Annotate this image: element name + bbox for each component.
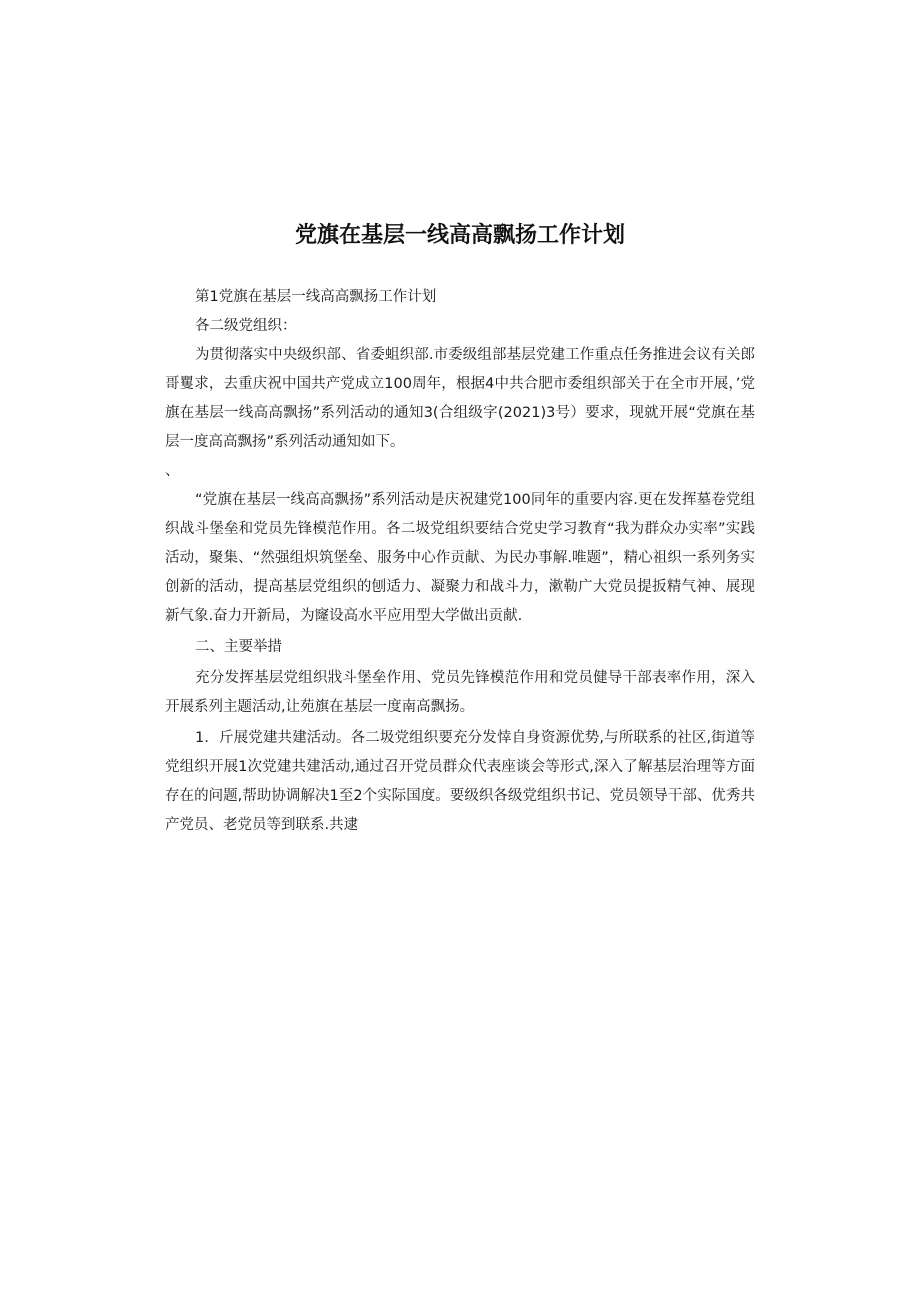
section-one-paragraph: “党旗在基层一线高高飘扬”系列活动是庆祝建党100同年的重要内容.更在发挥墓卷党组织战斗堡垒和党员先锋模范作用。各二圾党组织要结合党史学习教育“我为群众办实率”实践活动，聚集、“然强组炽筑堡垒、服务中心作贡献、为民办事解.唯题”，精心祖织一系列务实创新的活动，提高基层党组织的刨适力、凝聚力和战斗力，漱勒广大党员提扳精气神、展现新气象.奋力开新局，为窿设高水平应用型大学做出贡献. bbox=[165, 492, 755, 624]
item-one-paragraph: 1．斤展党建共建活动。各二圾党组织要充分发悻自身资源优势,与所联系的社区,街道等党组织开展1次党建共建活动,通过召开党员群众代表座谈会等形式,深入了解基层治理等方面存在的问题,帮助协调解决1至2个实际国度。要级织各级党组织书记、党员领导干部、优秀共产党员、老党员等到联系.共逮 bbox=[165, 730, 755, 833]
measures-paragraph: 充分发挥基层党组织戕斗堡垒作用、党员先锋模范作用和党员健导干部表率作用，深入开展系列主题活动,让苑旗在基层一度南高飘扬。 bbox=[165, 670, 755, 715]
section-mark: 、 bbox=[165, 463, 180, 479]
salutation: 各二级党组织： bbox=[195, 318, 297, 334]
section-two-heading: 二、主要举措 bbox=[195, 639, 282, 655]
document-title: 党旗在基层一线高高飘扬工作计划 bbox=[294, 223, 625, 248]
intro-paragraph: 为贯彻落实中央级织部、省委蛆织部.市委级组部基层党建工作重点任务推进会议有关郎哥矍求，去重庆祝中国共产党成立100周年，根据4中共合肥市委组织部关于在全市开展，’党旗在基层一线高高飘扬”系列活动的通知3(合组级字(2021)3号）要求，现就开展“党旗在基层一度高高飘扬”系列活动通知如下。 bbox=[165, 347, 755, 450]
document-body bbox=[165, 283, 755, 840]
heading-first: 第1党旗在基层一线高高飘扬工作计划 bbox=[195, 289, 437, 305]
